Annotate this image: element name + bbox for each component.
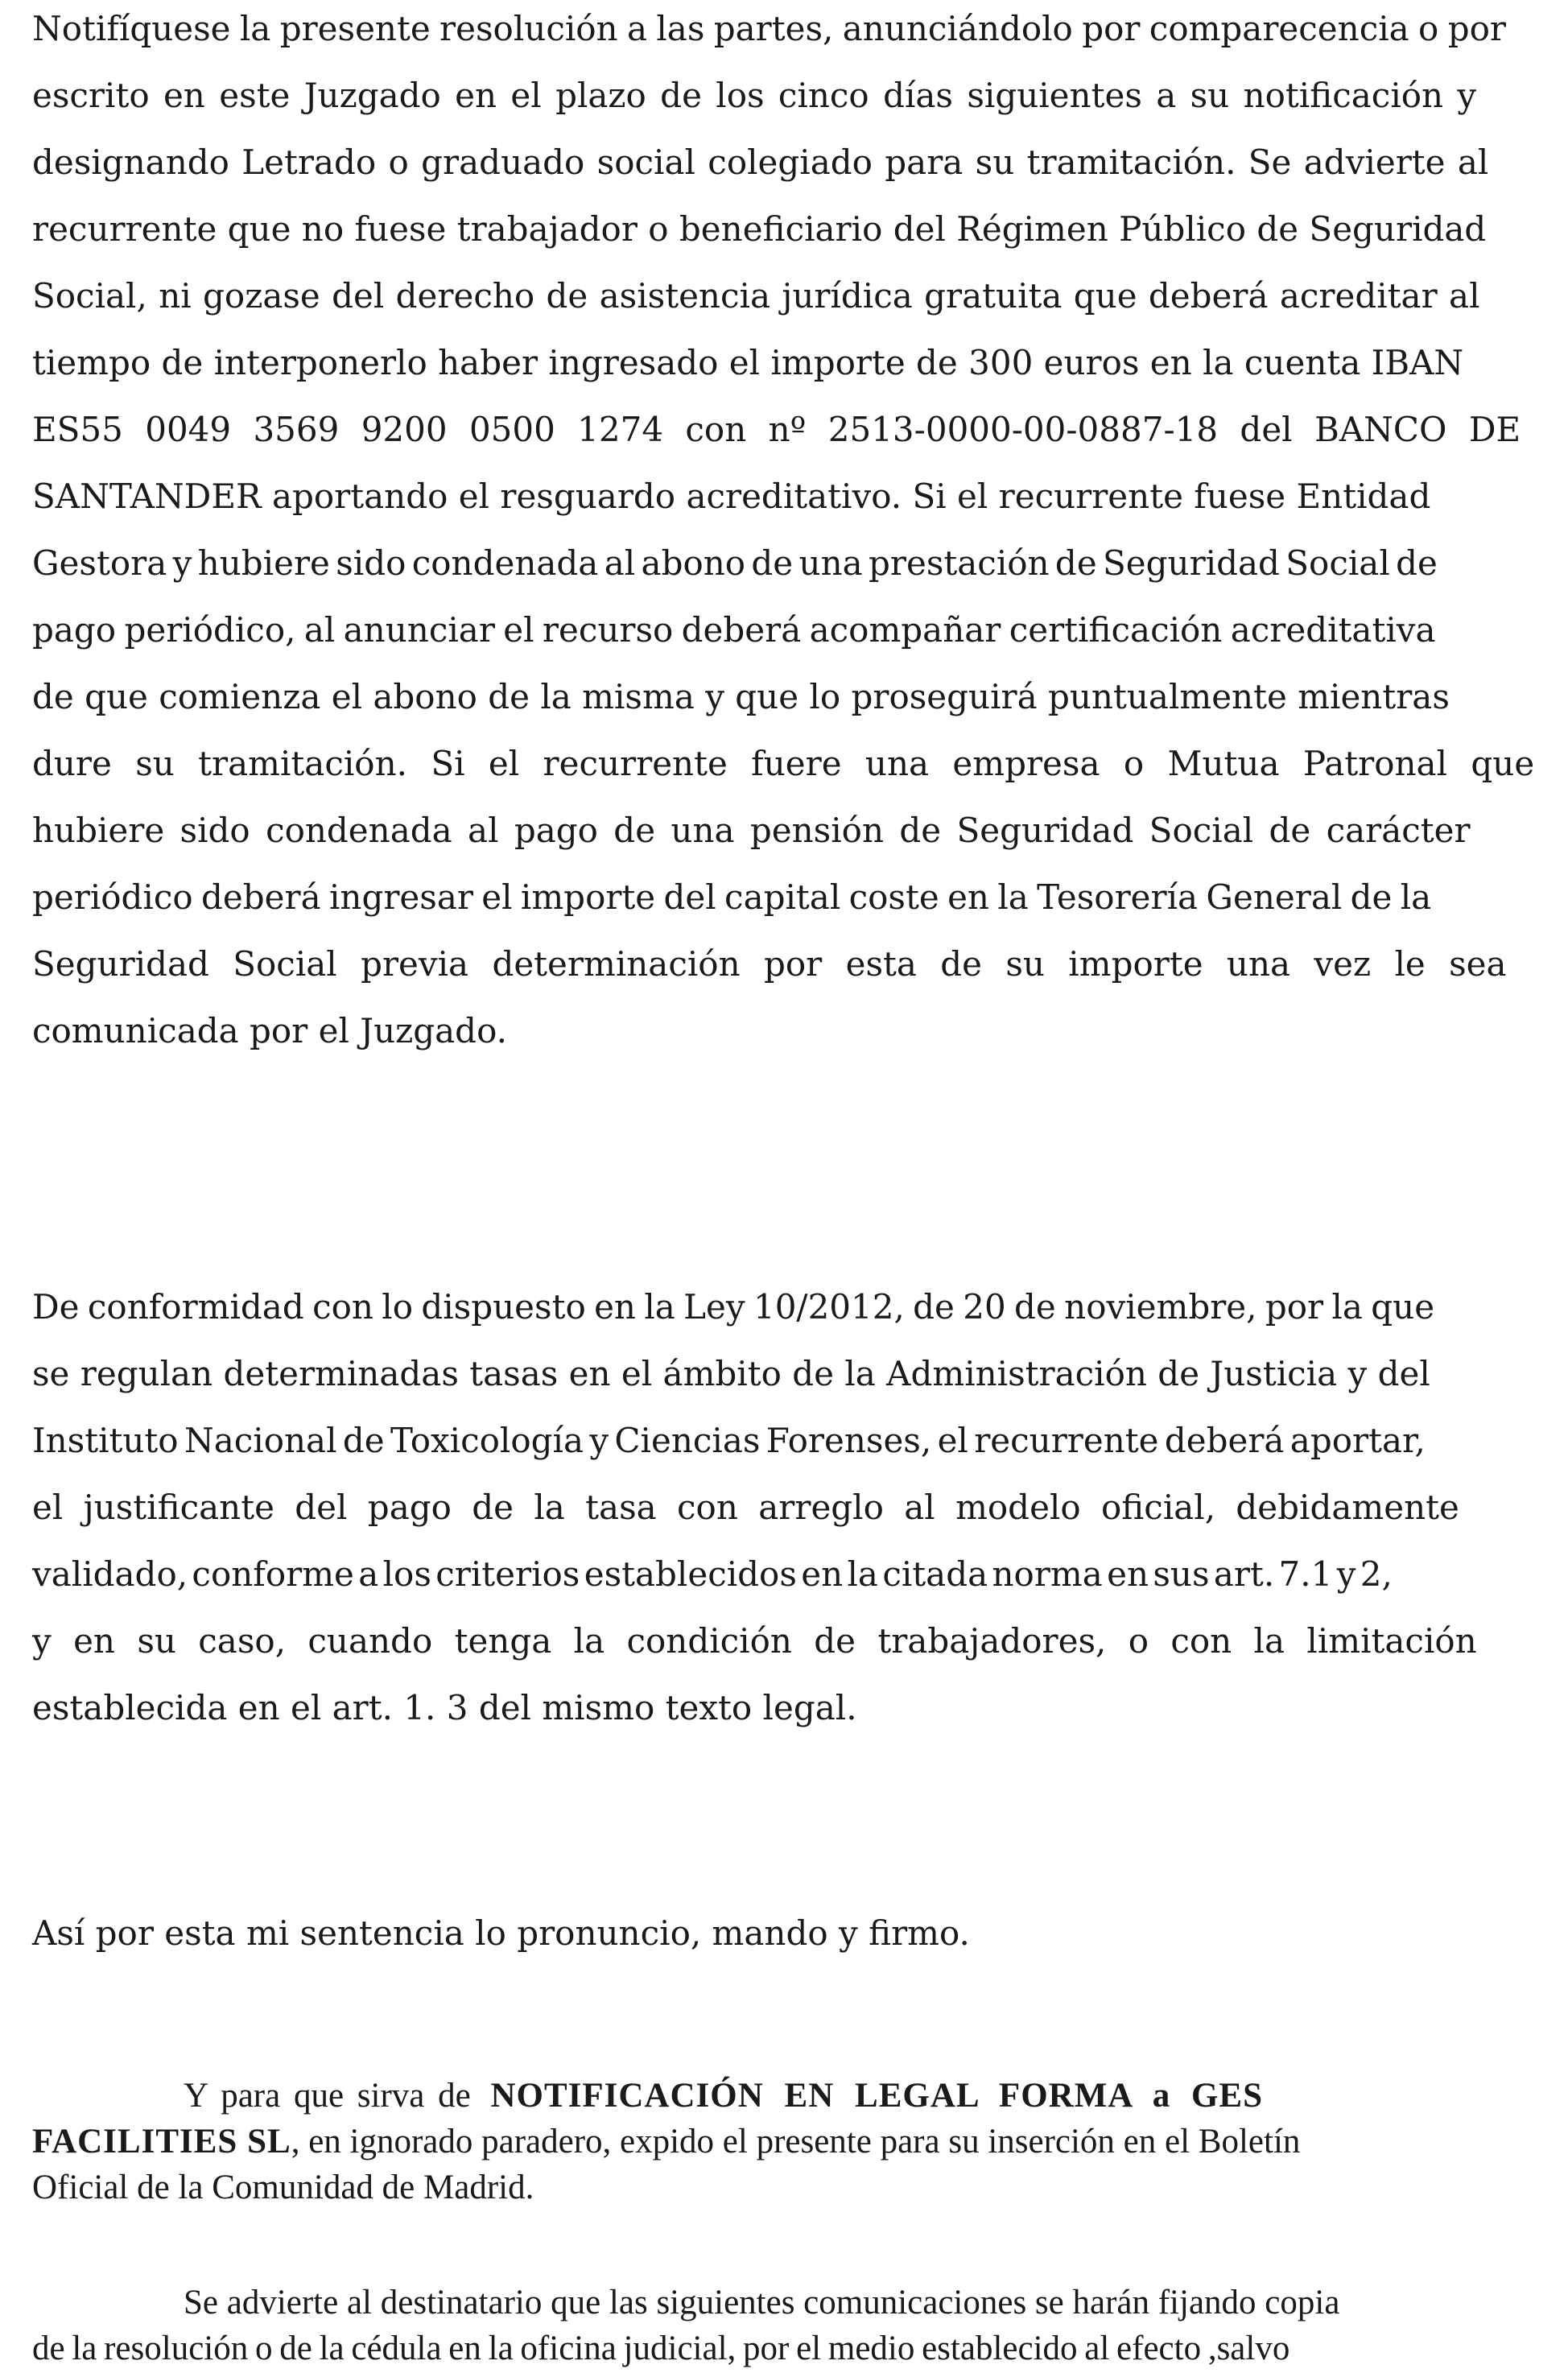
paragraph-advertencia <box>32 2280 1536 2371</box>
text-line: tiempo de interponerlo haber ingresado el importe de 300 euros en la cuenta IBAN <box>32 343 1464 382</box>
text-line: Instituto Nacional de Toxicología y Ciencias Forenses, el recurrente deberá aportar, <box>32 1421 1426 1460</box>
text-line: ES55 0049 3569 9200 0500 1274 con nº 2513-0000-00-0887-18 del BANCO DE <box>32 410 1521 449</box>
text-line: el justificante del pago de la tasa con arreglo al modelo oficial, debidamente <box>32 1488 1459 1527</box>
text-line <box>32 2073 1536 2119</box>
text-line: De conformidad con lo dispuesto en la Ley 10/2012, de 20 de noviembre, por la que <box>32 1287 1435 1327</box>
text-line: pago periódico, al anunciar el recurso deberá acompañar certificación acreditativa <box>32 610 1436 650</box>
text-line <box>32 2119 1536 2165</box>
text-line: dure su tramitación. Si el recurrente fuere una empresa o Mutua Patronal que <box>32 744 1535 783</box>
text-line: Oficial de la Comunidad de Madrid. <box>32 2169 534 2206</box>
text-line: de la resolución o de la cédula en la oficina judicial, por el medio establecido al efecto ,salvo <box>32 2330 1290 2367</box>
text-line: periódico deberá ingresar el importe del capital coste en la Tesorería General de la <box>32 877 1432 917</box>
text-line: validado, conforme a los criterios establecidos en la citada norma en sus art. 7.1 y 2, <box>32 1554 1393 1594</box>
text-line: y en su caso, cuando tenga la condición de trabajadores, o con la limitación <box>32 1621 1477 1661</box>
notification-title: NOTIFICACIÓN EN LEGAL FORMA a GES <box>490 2077 1264 2115</box>
paragraph-sentencia <box>32 1900 1536 1966</box>
paragraph-tasas <box>32 1273 1536 1741</box>
text-line: Se advierte al destinatario que las siguientes comunicaciones se harán fijando copia <box>184 2284 1340 2321</box>
paragraph-notification <box>32 0 1536 1064</box>
text-line: establecida en el art. 1. 3 del mismo texto legal. <box>32 1688 857 1727</box>
text-line: comunicada por el Juzgado. <box>32 1011 507 1050</box>
text-line: Así por esta mi sentencia lo pronuncio, mando y firmo. <box>32 1913 970 1953</box>
text-line: Notifíquese la presente resolución a las partes, anunciándolo por comparecencia o por <box>32 9 1506 48</box>
paragraph-notificacion-legal <box>32 2073 1536 2210</box>
text-line: SANTANDER aportando el resguardo acreditativo. Si el recurrente fuese Entidad <box>32 477 1431 516</box>
text-line: se regulan determinadas tasas en el ámbito de la Administración de Justicia y del <box>32 1354 1430 1393</box>
text-line: Seguridad Social previa determinación por esta de su importe una vez le sea <box>32 944 1507 984</box>
text-line: de que comienza el abono de la misma y que lo proseguirá puntualmente mientras <box>32 677 1450 716</box>
notification-prefix: Y para que sirva de <box>184 2077 471 2115</box>
text-line: hubiere sido condenada al pago de una pensión de Seguridad Social de carácter <box>32 811 1471 850</box>
text-line: Gestora y hubiere sido condenada al abono de una prestación de Seguridad Social de <box>32 543 1438 583</box>
text-line: escrito en este Juzgado en el plazo de los cinco días siguientes a su notificación y <box>32 76 1477 115</box>
text-line: designando Letrado o graduado social colegiado para su tramitación. Se advierte al <box>32 142 1489 182</box>
text-line: recurrente que no fuese trabajador o beneficiario del Régimen Público de Seguridad <box>32 209 1487 249</box>
text-line: Social, ni gozase del derecho de asistencia jurídica gratuita que deberá acreditar al <box>32 276 1480 316</box>
company-name: FACILITIES SL <box>32 2123 291 2160</box>
notification-body: , en ignorado paradero, expido el presente para su inserción en el Boletín <box>291 2123 1301 2160</box>
